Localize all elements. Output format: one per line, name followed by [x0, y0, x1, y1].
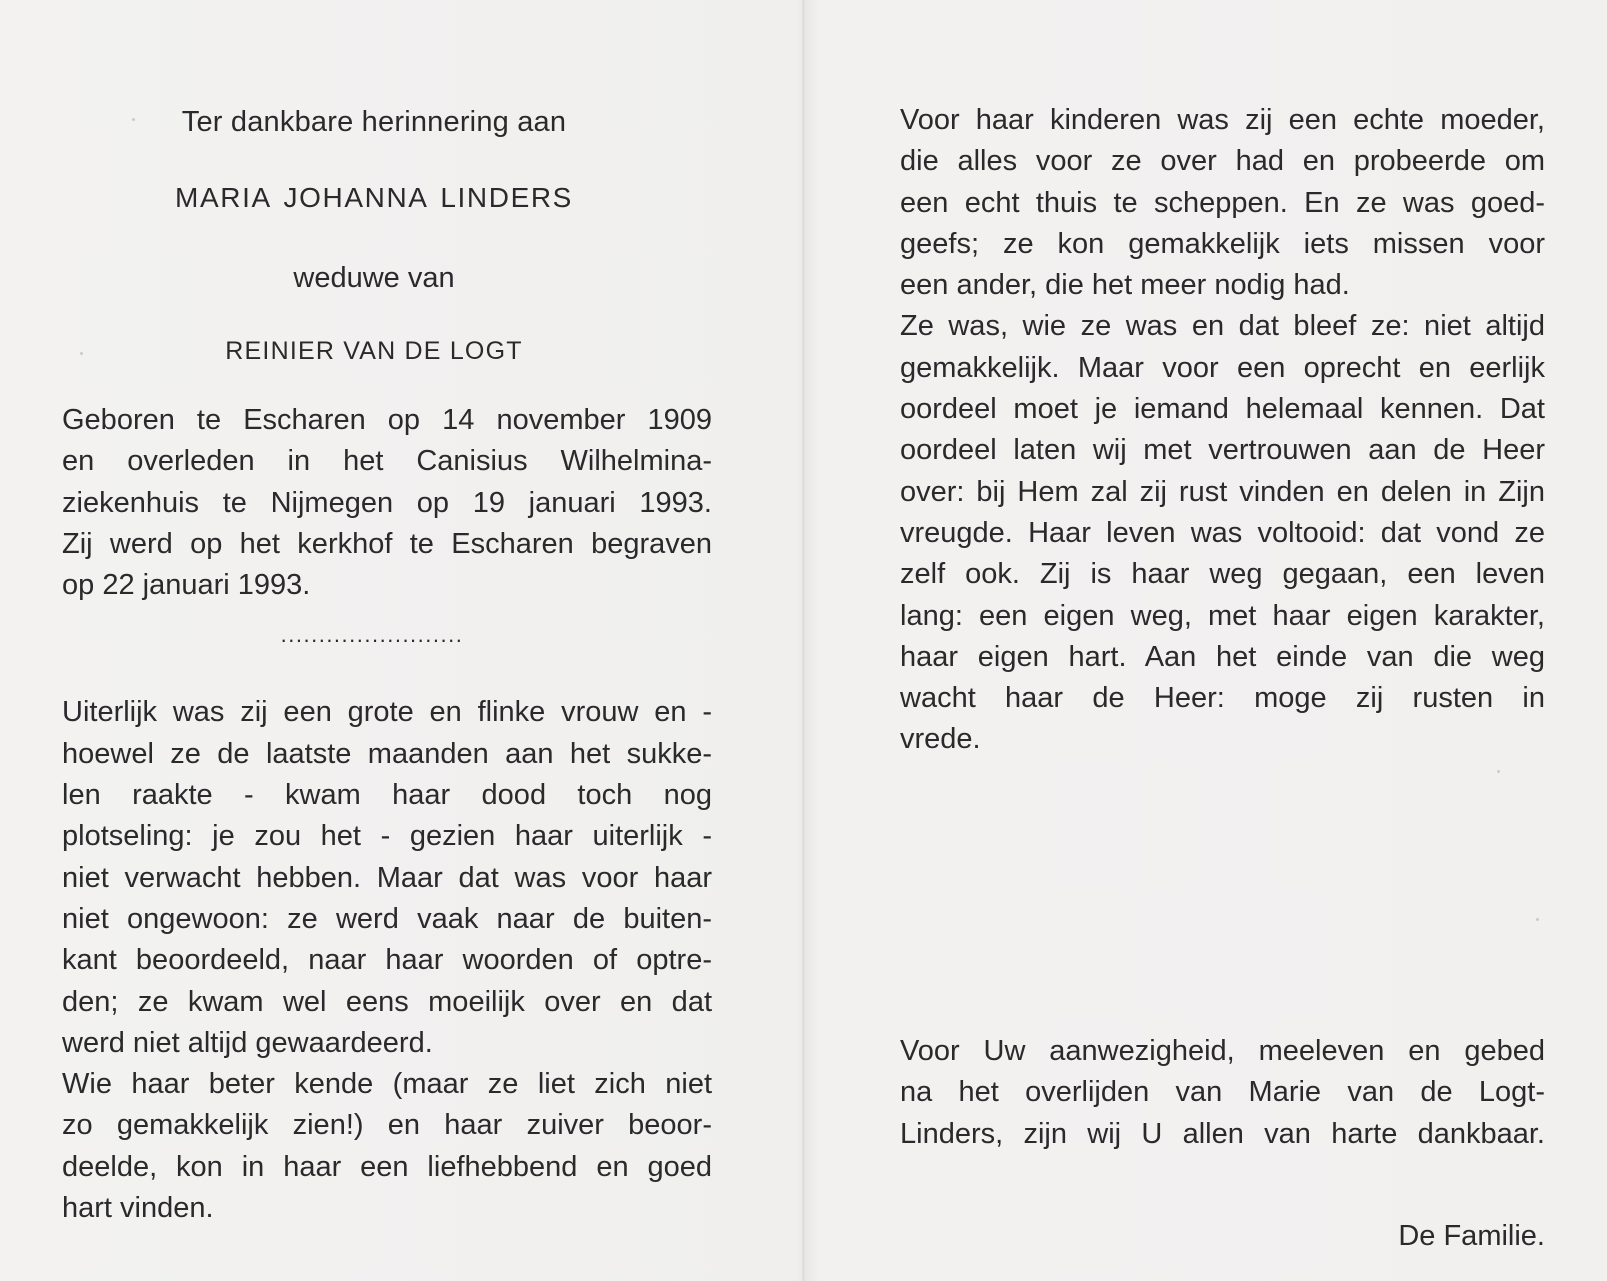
birth-death-paragraph: [62, 400, 712, 606]
husband-name: REINIER VAN DE LOGT: [225, 337, 523, 365]
thanks-paragraph: [900, 1031, 1545, 1155]
paragraph-line: na het overlijden van Marie van de Logt-: [900, 1076, 1545, 1109]
paragraph-line: haar eigen hart. Aan het einde van die weg: [900, 640, 1545, 673]
left-panel: [62, 100, 712, 1229]
dotted-separator: ........................: [280, 622, 464, 648]
paragraph-line: vreugde. Haar leven was voltooid: dat vond ze: [900, 516, 1545, 549]
biography-paragraph: [62, 692, 712, 1229]
paragraph-line: ziekenhuis te Nijmegen op 19 januari 1993.: [62, 486, 712, 519]
paragraph-line: den; ze kwam wel eens moeilijk over en dat: [62, 985, 712, 1018]
paragraph-line: Voor haar kinderen was zij een echte moeder,: [900, 104, 1545, 136]
card-fold: [802, 0, 805, 1281]
paragraph-line: over: bij Hem zal zij rust vinden en delen in Zijn: [900, 475, 1545, 508]
paragraph-line: een echt thuis te scheppen. En ze was goed-: [900, 186, 1545, 219]
paragraph-line: plotseling: je zou het - gezien haar uiterlijk -: [62, 820, 712, 853]
paragraph-line: len raakte - kwam haar dood toch nog: [62, 779, 712, 812]
paper-speck: [1536, 918, 1539, 921]
paragraph-line: vrede.: [900, 723, 981, 756]
paragraph-line: kant beoordeeld, naar haar woorden of optre-: [62, 944, 712, 977]
paragraph-line: op 22 januari 1993.: [62, 569, 311, 602]
paragraph-line: Uiterlijk was zij een grote en flinke vrouw en -: [62, 696, 712, 729]
paragraph-line: Geboren te Escharen op 14 november 1909: [62, 404, 712, 436]
deceased-name: MARIA JOHANNA LINDERS: [175, 182, 573, 213]
right-panel: [900, 100, 1545, 761]
intro-line: Ter dankbare herinnering aan: [181, 106, 567, 138]
paragraph-line: hart vinden.: [62, 1192, 214, 1225]
paragraph-line: werd niet altijd gewaardeerd.: [62, 1026, 433, 1059]
paragraph-line: hoewel ze de laatste maanden aan het sukke-: [62, 737, 712, 770]
paper-speck: [1497, 770, 1500, 773]
paragraph-line: die alles voor ze over had en probeerde om: [900, 145, 1545, 178]
paragraph-line: zelf ook. Zij is haar weg gegaan, een leven: [900, 558, 1545, 591]
paragraph-line: niet verwacht hebben. Maar dat was voor haar: [62, 861, 712, 894]
paragraph-line: een ander, die het meer nodig had.: [900, 269, 1350, 302]
paragraph-line: Voor Uw aanwezigheid, meeleven en gebed: [900, 1035, 1545, 1067]
widow-of-line: weduwe van: [293, 262, 455, 294]
paragraph-line: gemakkelijk. Maar voor een oprecht en eerlijk: [900, 351, 1545, 384]
paragraph-line: oordeel laten wij met vertrouwen aan de Heer: [900, 434, 1545, 467]
paragraph-line: geefs; ze kon gemakkelijk iets missen voor: [900, 227, 1545, 260]
paragraph-line: Zij werd op het kerkhof te Escharen begraven: [62, 527, 712, 560]
paragraph-line: Linders, zijn wij U allen van harte dankbaar.: [900, 1117, 1545, 1150]
paragraph-line: en overleden in het Canisius Wilhelmina-: [62, 445, 712, 478]
paragraph-line: deelde, kon in haar een liefhebbend en goed: [62, 1150, 712, 1183]
paragraph-line: lang: een eigen weg, met haar eigen karakter,: [900, 599, 1545, 632]
paragraph-line: wacht haar de Heer: moge zij rusten in: [900, 682, 1545, 715]
paragraph-line: Ze was, wie ze was en dat bleef ze: niet altijd: [900, 310, 1545, 343]
paragraph-line: zo gemakkelijk zien!) en haar zuiver beoor-: [62, 1109, 712, 1142]
paragraph-line: niet ongewoon: ze werd vaak naar de buiten-: [62, 902, 712, 935]
paragraph-line: Wie haar beter kende (maar ze liet zich niet: [62, 1068, 712, 1101]
tribute-paragraph: [900, 100, 1545, 761]
paragraph-line: oordeel moet je iemand helemaal kennen. Dat: [900, 393, 1545, 426]
family-signature: De Familie.: [1398, 1220, 1545, 1252]
